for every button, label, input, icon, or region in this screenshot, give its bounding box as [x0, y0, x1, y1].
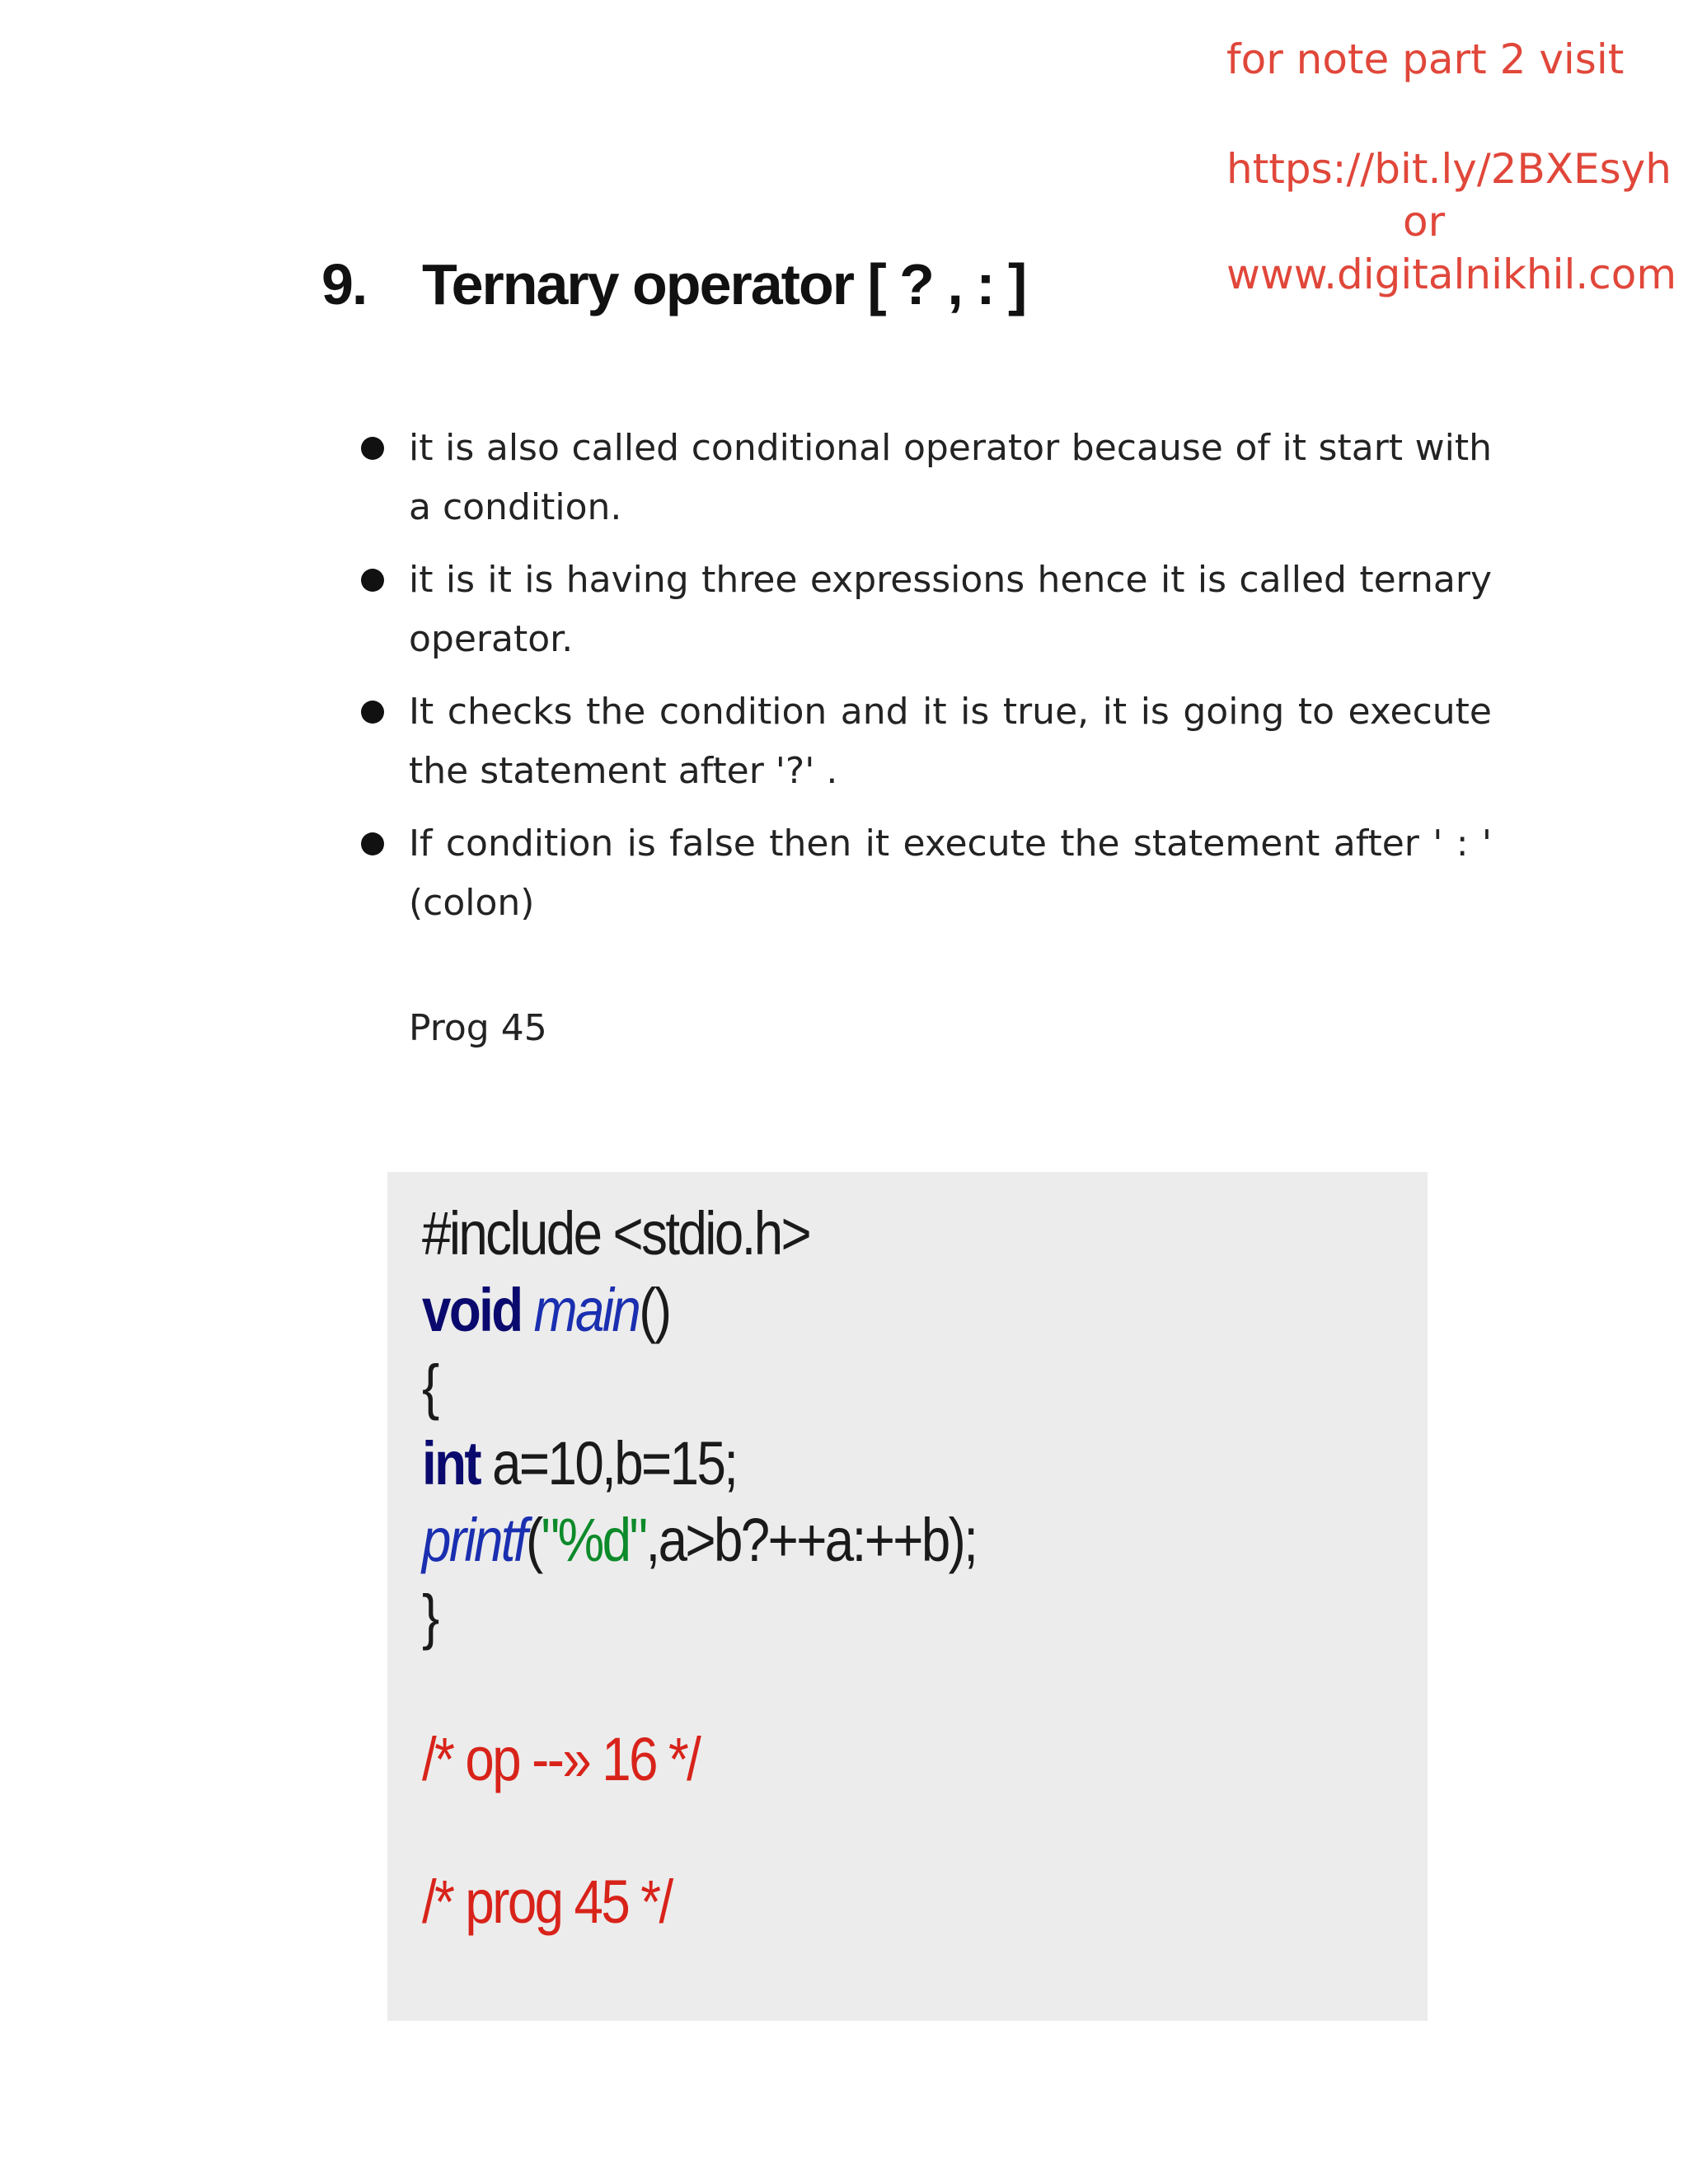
list-item [354, 682, 1492, 801]
promo-or: or [1403, 198, 1446, 246]
code-line-open-brace: { [422, 1352, 438, 1421]
list-item [354, 814, 1492, 933]
code-text: a=10,b=15; [480, 1429, 737, 1497]
section-heading [321, 247, 1025, 321]
list-item [354, 419, 1492, 537]
code-snippet [387, 1172, 1428, 2021]
code-function: main [533, 1276, 640, 1344]
promo-site-link[interactable]: www.digitalnikhil.com [1226, 251, 1677, 298]
code-line-main [422, 1272, 1287, 1348]
list-item-text: It checks the condition and it is true, it is going to execute the statement after '?' . [409, 691, 1492, 792]
list-item-text: If condition is false then it execute the statement after ' : ' (colon) [409, 823, 1492, 924]
code-line-declare [422, 1425, 1287, 1502]
code-line-include: #include <stdio.h> [422, 1199, 810, 1268]
code-text: ( [526, 1506, 542, 1574]
code-keyword: void [422, 1276, 522, 1344]
bullet-icon [361, 701, 384, 724]
code-text: ,a>b?++a:++b); [645, 1506, 977, 1574]
bullet-list [354, 419, 1492, 946]
program-label: Prog 45 [409, 1007, 547, 1049]
section-title: Ternary operator [ ? , : ] [422, 252, 1026, 316]
code-keyword: int [422, 1429, 481, 1497]
list-item [354, 551, 1492, 669]
promo-link[interactable]: https://bit.ly/2BXEsyh [1226, 145, 1672, 193]
code-comment-prog: /* prog 45 */ [422, 1868, 672, 1936]
code-comment-output: /* op --» 16 */ [422, 1725, 700, 1793]
list-item-text: it is also called conditional operator because of it start with a condition. [409, 427, 1492, 528]
code-string: "%d" [541, 1506, 646, 1574]
code-function: printf [422, 1506, 527, 1574]
code-line-close-brace: } [422, 1582, 438, 1651]
promo-text: for note part 2 visit [1226, 35, 1625, 83]
code-line-printf [422, 1502, 1287, 1578]
bullet-icon [361, 832, 384, 855]
list-item-text: it is it is having three expressions hence it is called ternary operator. [409, 559, 1492, 660]
code-text: () [639, 1276, 670, 1344]
section-number: 9. [321, 252, 367, 316]
bullet-icon [361, 569, 384, 592]
code-spacer [422, 1655, 1428, 1721]
bullet-icon [361, 437, 384, 460]
code-spacer [422, 1797, 1428, 1863]
